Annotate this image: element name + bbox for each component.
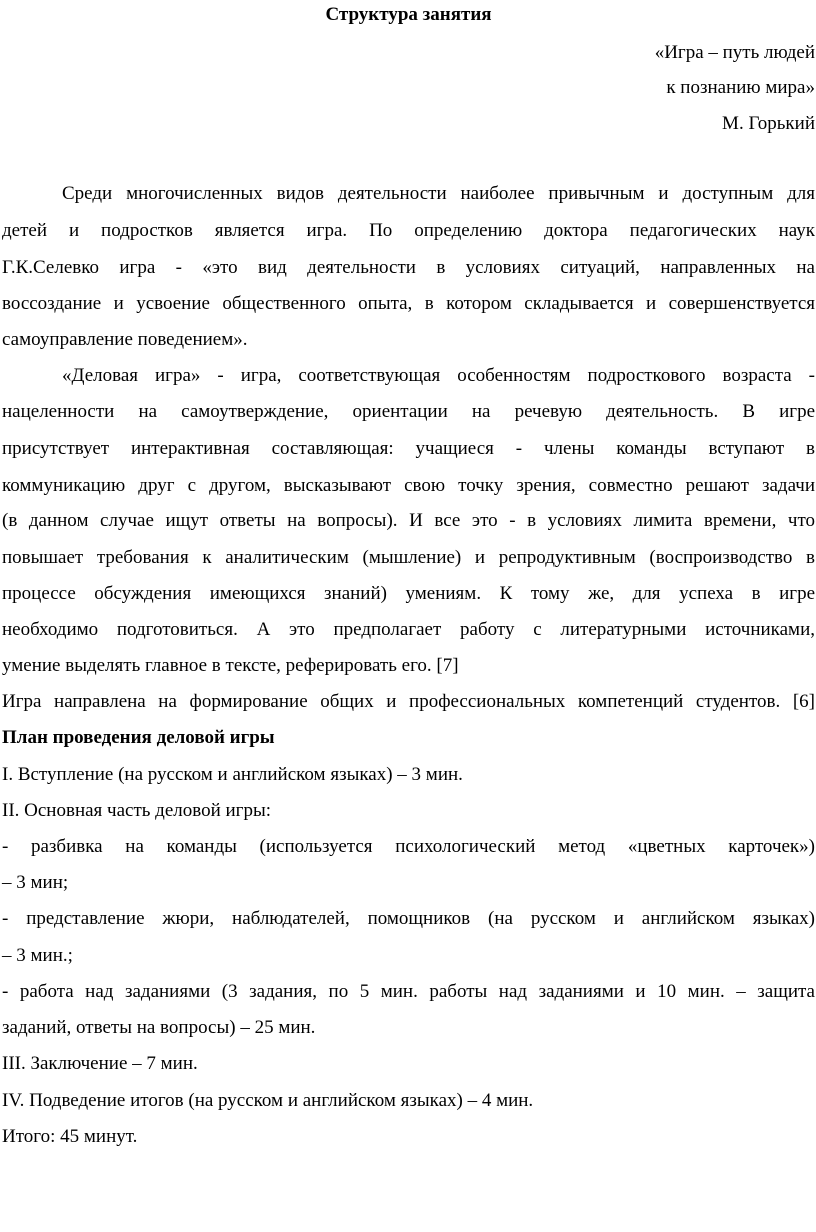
aim-statement: Игра направлена на формирование общих и профессиональных компетенций студентов. [6] [2,691,815,712]
epigraph-line-1: «Игра – путь людей [654,42,815,63]
paragraph-1-line: воссоздание и усвоение общественного опыта, в котором складывается и совершенствуется [2,293,815,314]
paragraph-1-line: самоуправление поведением». [2,329,248,350]
plan-item-introduction: I. Вступление (на русском и английском языках) – 3 мин. [2,764,463,785]
plan-subitem-teams-time: – 3 мин; [2,872,69,893]
plan-item-conclusion: III. Заключение – 7 мин. [2,1053,198,1074]
paragraph-2-line: «Деловая игра» - игра, соответствующая особенностям подросткового возраста - [62,365,815,386]
plan-heading: План проведения деловой игры [2,727,275,748]
plan-subitem-jury: - представление жюри, наблюдателей, помощников (на русском и английском языках) [2,908,815,929]
epigraph-line-2: к познанию мира» [666,77,815,98]
plan-subitem-teams: - разбивка на команды (используется психологический метод «цветных карточек») [2,836,815,857]
paragraph-1-line: Среди многочисленных видов деятельности наиболее привычным и доступным для [62,183,815,204]
paragraph-2-line: присутствует интерактивная составляющая: учащиеся - члены команды вступают в [2,438,815,459]
plan-subitem-tasks: - работа над заданиями (3 задания, по 5 мин. работы над заданиями и 10 мин. – защита [2,981,815,1002]
paragraph-2-line: (в данном случае ищут ответы на вопросы). И все это - в условиях лимита времени, что [2,510,815,531]
paragraph-2-line: повышает требования к аналитическим (мышление) и репродуктивным (воспроизводство в [2,547,815,568]
plan-total: Итого: 45 минут. [2,1126,138,1147]
plan-item-summary: IV. Подведение итогов (на русском и английском языках) – 4 мин. [2,1090,534,1111]
page-title: Структура занятия [325,4,492,25]
plan-subitem-tasks-cont: заданий, ответы на вопросы) – 25 мин. [2,1017,316,1038]
paragraph-2-line: необходимо подготовиться. А это предполагает работу с литературными источниками, [2,619,815,640]
paragraph-1-line: Г.К.Селевко игра - «это вид деятельности в условиях ситуаций, направленных на [2,257,815,278]
plan-item-main-part: II. Основная часть деловой игры: [2,800,272,821]
paragraph-2-line: нацеленности на самоутверждение, ориентации на речевую деятельность. В игре [2,401,815,422]
paragraph-2-line: процессе обсуждения имеющихся знаний) умениям. К тому же, для успеха в игре [2,583,815,604]
paragraph-2-line: умение выделять главное в тексте, реферировать его. [7] [2,655,459,676]
epigraph-author: М. Горький [722,113,815,134]
paragraph-1-line: детей и подростков является игра. По определению доктора педагогических наук [2,220,815,241]
paragraph-2-line: коммуникацию друг с другом, высказывают свою точку зрения, совместно решают задачи [2,475,815,496]
plan-subitem-jury-time: – 3 мин.; [2,945,73,966]
